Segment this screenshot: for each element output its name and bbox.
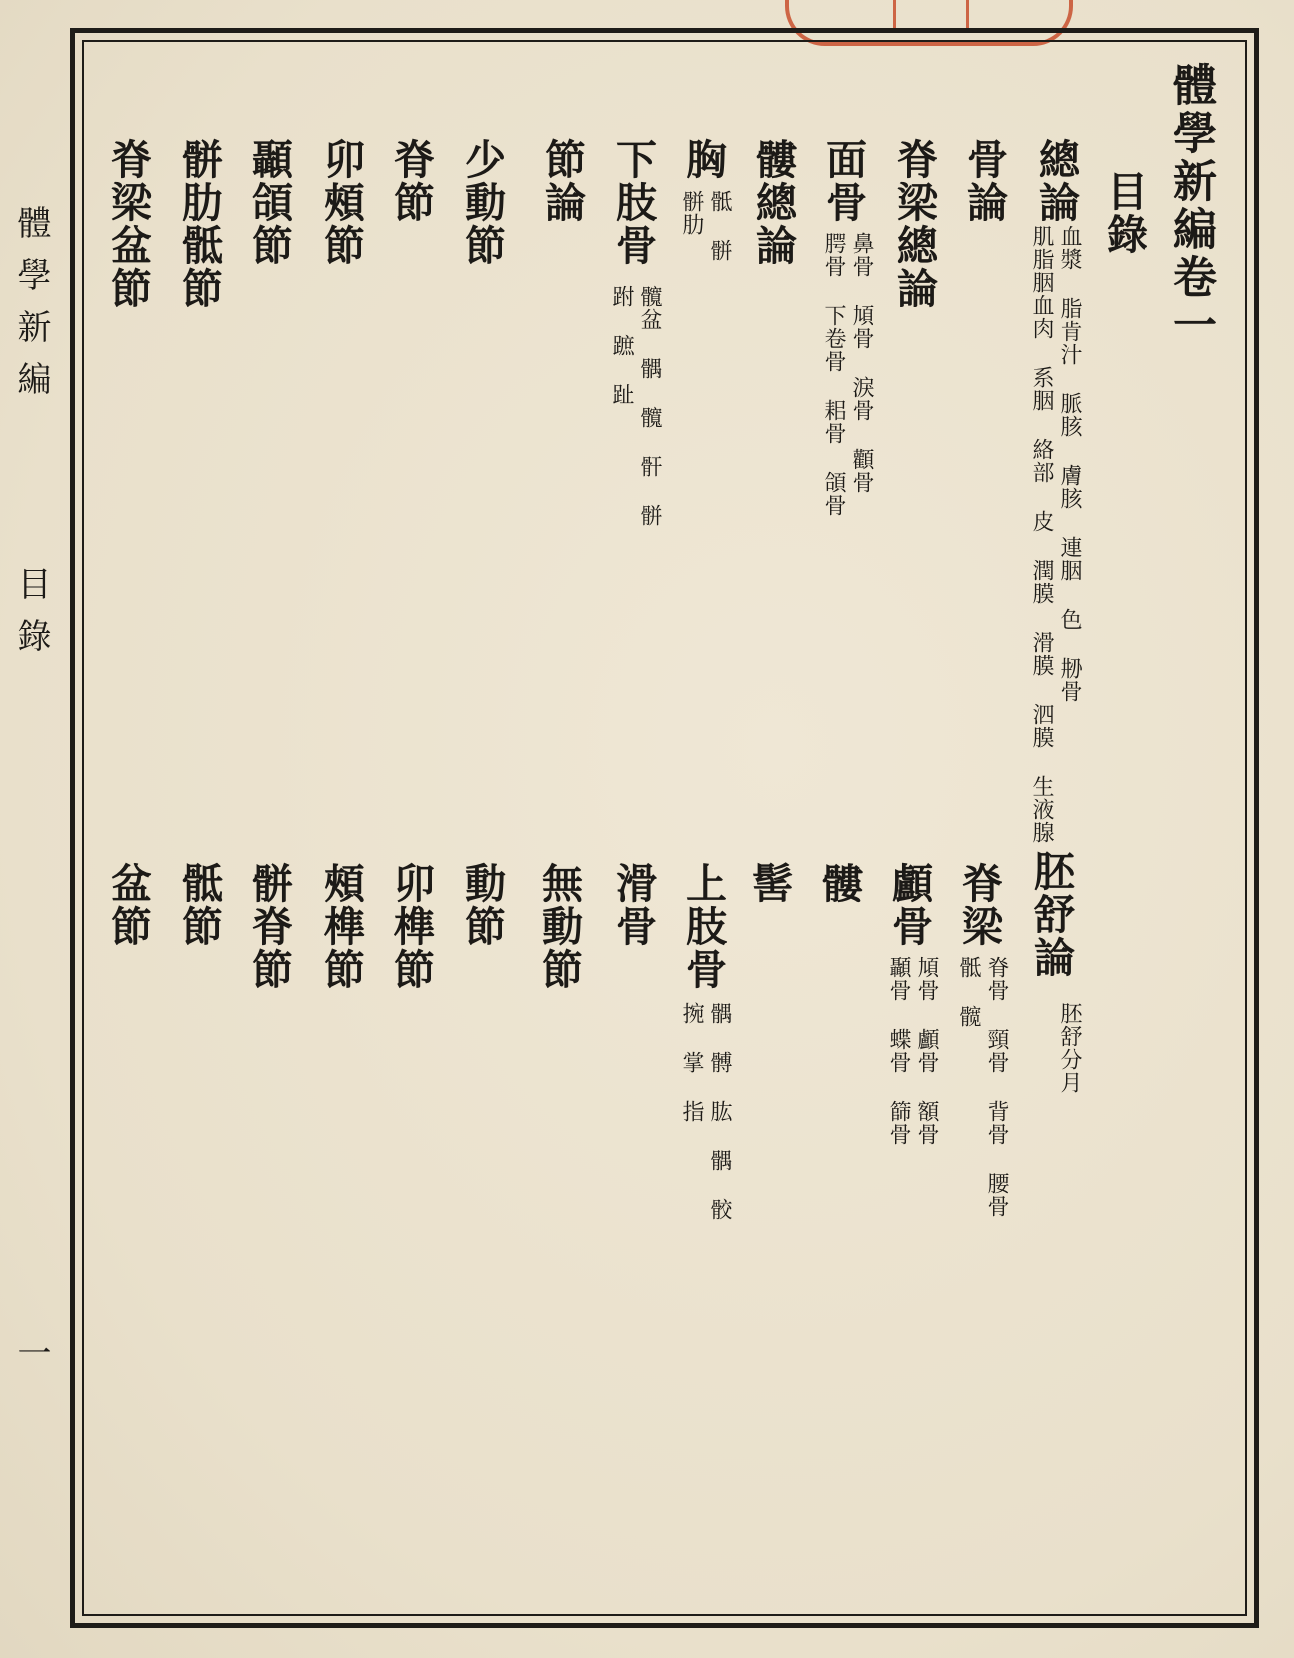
- toc-heading: 無動節: [535, 862, 583, 991]
- toc-heading: 總論: [1032, 138, 1080, 224]
- toc-heading: 面骨: [819, 138, 867, 224]
- toc-heading: 髏: [815, 862, 863, 905]
- toc-heading: 胚舒論: [1027, 850, 1075, 979]
- toc-heading: 顱骨: [885, 862, 933, 948]
- toc-heading: 脊梁: [955, 862, 1003, 948]
- toc-heading: 脊節: [387, 138, 435, 224]
- toc-heading: 骶節: [175, 862, 223, 948]
- toc-subitems: 肌脂胭血肉 系胭 絡部 皮 潤膜 滑膜 泗膜 生液腺: [1029, 225, 1054, 844]
- toc-subitems: 脊骨 頸骨 背骨 腰骨: [984, 956, 1009, 1218]
- toc-subitems: 骶 骿: [707, 190, 732, 262]
- margin-page-number: 一: [11, 1335, 51, 1387]
- toc-heading: 卯榫節: [387, 862, 435, 991]
- toc-heading: 滑骨: [609, 862, 657, 948]
- toc-heading: 顳頜節: [245, 138, 293, 267]
- toc-heading: 下肢骨: [609, 138, 657, 267]
- toc-subitems: 鼻骨 頄骨 淚骨 顴骨: [849, 232, 874, 494]
- toc-subitems: 髖盆 髃 髖 骭 骿: [637, 285, 662, 527]
- toc-heading: 脊梁總論: [890, 138, 938, 310]
- toc-subitems: 腭骨 下卷骨 耜骨 頜骨: [821, 232, 846, 517]
- toc-heading: 胸: [679, 138, 727, 181]
- toc-subitems: 捥 掌 指: [679, 1002, 704, 1123]
- toc-heading: 卯頰節: [317, 138, 365, 267]
- toc-heading: 動節: [458, 862, 506, 948]
- toc-subitems: 顳骨 蝶骨 篩骨: [886, 956, 911, 1146]
- toc-subitems: 骿肋: [679, 190, 704, 236]
- toc-subitems: 髃 髆 肱 髃 骹: [707, 1002, 732, 1221]
- red-seal-inner: [893, 0, 969, 31]
- toc-label: 目錄: [1100, 170, 1148, 256]
- toc-heading: 髺: [745, 862, 793, 905]
- toc-heading: 盆節: [104, 862, 152, 948]
- toc-heading: 脊梁盆節: [104, 138, 152, 310]
- toc-subitems: 跗 蹠 趾: [609, 285, 634, 406]
- toc-subitems: 頄骨 顱骨 額骨: [914, 956, 939, 1146]
- toc-heading: 節論: [538, 138, 586, 224]
- toc-heading: 上肢骨: [679, 862, 727, 991]
- toc-heading: 骨論: [960, 138, 1008, 224]
- book-title: 體學新編卷一: [1165, 62, 1216, 350]
- toc-heading: 骿肋骶節: [175, 138, 223, 310]
- margin-section-label: 目錄: [11, 566, 51, 670]
- toc-heading: 頰榫節: [317, 862, 365, 991]
- toc-subitems: 血漿 脂肯汁 脈胲 膚胲 連胭 色 刱骨: [1057, 225, 1082, 703]
- toc-heading: 骿脊節: [245, 862, 293, 991]
- margin-book-title: 體學新編: [11, 205, 51, 413]
- toc-subitems: 胚舒分月: [1057, 1002, 1082, 1094]
- toc-subitems: 骶 髋: [956, 956, 981, 1028]
- toc-heading: 少動節: [458, 138, 506, 267]
- toc-heading: 髏總論: [749, 138, 797, 267]
